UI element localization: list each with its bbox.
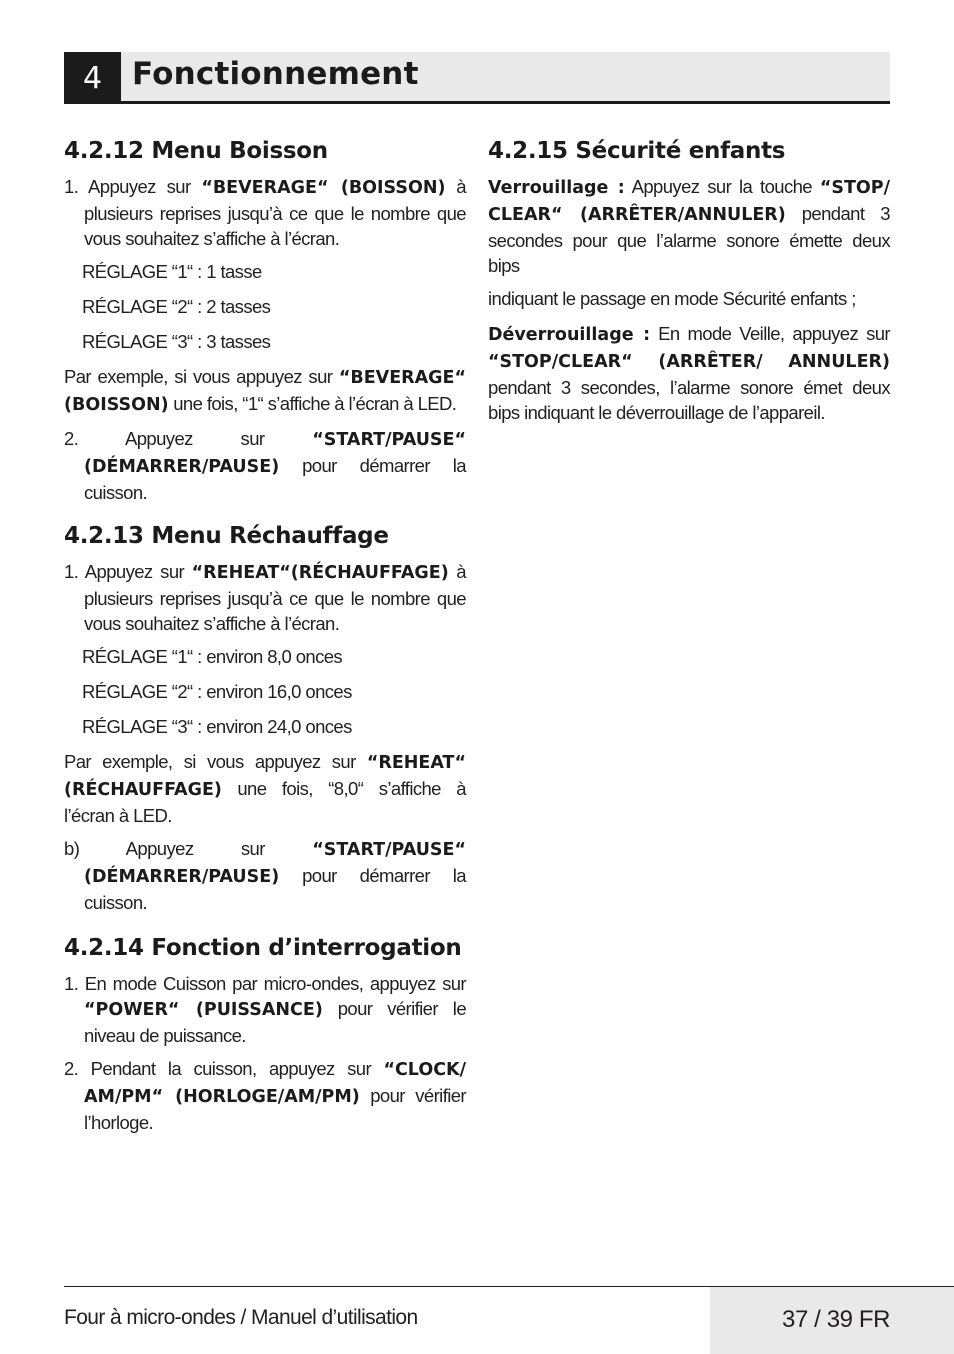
lock-continuation: indiquant le passage en mode Sécurité enfants ; <box>488 288 856 309</box>
chapter-title: Fonctionnement <box>132 56 419 92</box>
chapter-underline <box>121 101 890 104</box>
list-item: b) Appuyez sur “START/PAUSE“ (DÉMARRER/PAUSE) pour démarrer la cuisson. <box>64 838 466 913</box>
lock-paragraph: Verrouillage : Appuyez sur la touche “STOP/ CLEAR“ (ARRÊTER/ANNULER) pendant 3 secondes pour que l’alarme sonore émette deux bips <box>488 176 890 276</box>
left-column <box>64 138 466 1143</box>
list-item: 1. En mode Cuisson par micro-ondes, appuyez sur “POWER“ (PUISSANCE) pour vérifier le niveau de puissance. <box>64 973 467 1046</box>
section-title-menu-rechauffage: 4.2.13 Menu Réchauffage <box>64 523 389 549</box>
right-column <box>488 138 890 435</box>
setting-line: RÉGLAGE “3“ : environ 24,0 onces <box>82 716 352 737</box>
page-number: 37 / 39 FR <box>782 1306 891 1333</box>
section-title-fonction-interrogation: 4.2.14 Fonction d’interrogation <box>64 935 462 961</box>
example-paragraph: Par exemple, si vous appuyez sur “REHEAT“ (RÉCHAUFFAGE) une fois, “8,0“ s’affiche à l’écran à LED. <box>64 751 466 826</box>
unlock-paragraph: Déverrouillage : En mode Veille, appuyez sur “STOP/CLEAR“ (ARRÊTER/ ANNULER) pendant 3 secondes, l’alarme sonore émet deux bips indiquant le déverrouillage de l’appareil. <box>488 323 890 423</box>
setting-line: RÉGLAGE “2“ : 2 tasses <box>82 296 271 317</box>
list-item: 2. Appuyez sur “START/PAUSE“ (DÉMARRER/PAUSE) pour démarrer la cuisson. <box>64 428 466 503</box>
footer-manual-title: Four à micro-ondes / Manuel d’utilisation <box>64 1306 418 1329</box>
chapter-header <box>64 52 890 104</box>
section-title-securite-enfants: 4.2.15 Sécurité enfants <box>488 138 786 164</box>
example-paragraph: Par exemple, si vous appuyez sur “BEVERAGE“ (BOISSON) une fois, “1“ s’affiche à l’écran à LED. <box>64 366 466 415</box>
list-item: 1. Appuyez sur “BEVERAGE“ (BOISSON) à plusieurs reprises jusqu’à ce que le nombre que vous souhaitez s’affiche à l’écran. <box>64 176 466 249</box>
chapter-number: 4 <box>64 52 121 104</box>
list-item: 1. Appuyez sur “REHEAT“(RÉCHAUFFAGE) à plusieurs reprises jusqu’à ce que le nombre que vous souhaitez s’affiche à l’écran. <box>64 561 466 634</box>
setting-line: RÉGLAGE “2“ : environ 16,0 onces <box>82 681 352 702</box>
section-title-menu-boisson: 4.2.12 Menu Boisson <box>64 138 328 164</box>
setting-line: RÉGLAGE “1“ : 1 tasse <box>82 261 262 282</box>
setting-line: RÉGLAGE “1“ : environ 8,0 onces <box>82 646 343 667</box>
setting-line: RÉGLAGE “3“ : 3 tasses <box>82 331 271 352</box>
list-item: 2. Pendant la cuisson, appuyez sur “CLOCK/ AM/PM“ (HORLOGE/AM/PM) pour vérifier l’horloge. <box>64 1058 466 1133</box>
